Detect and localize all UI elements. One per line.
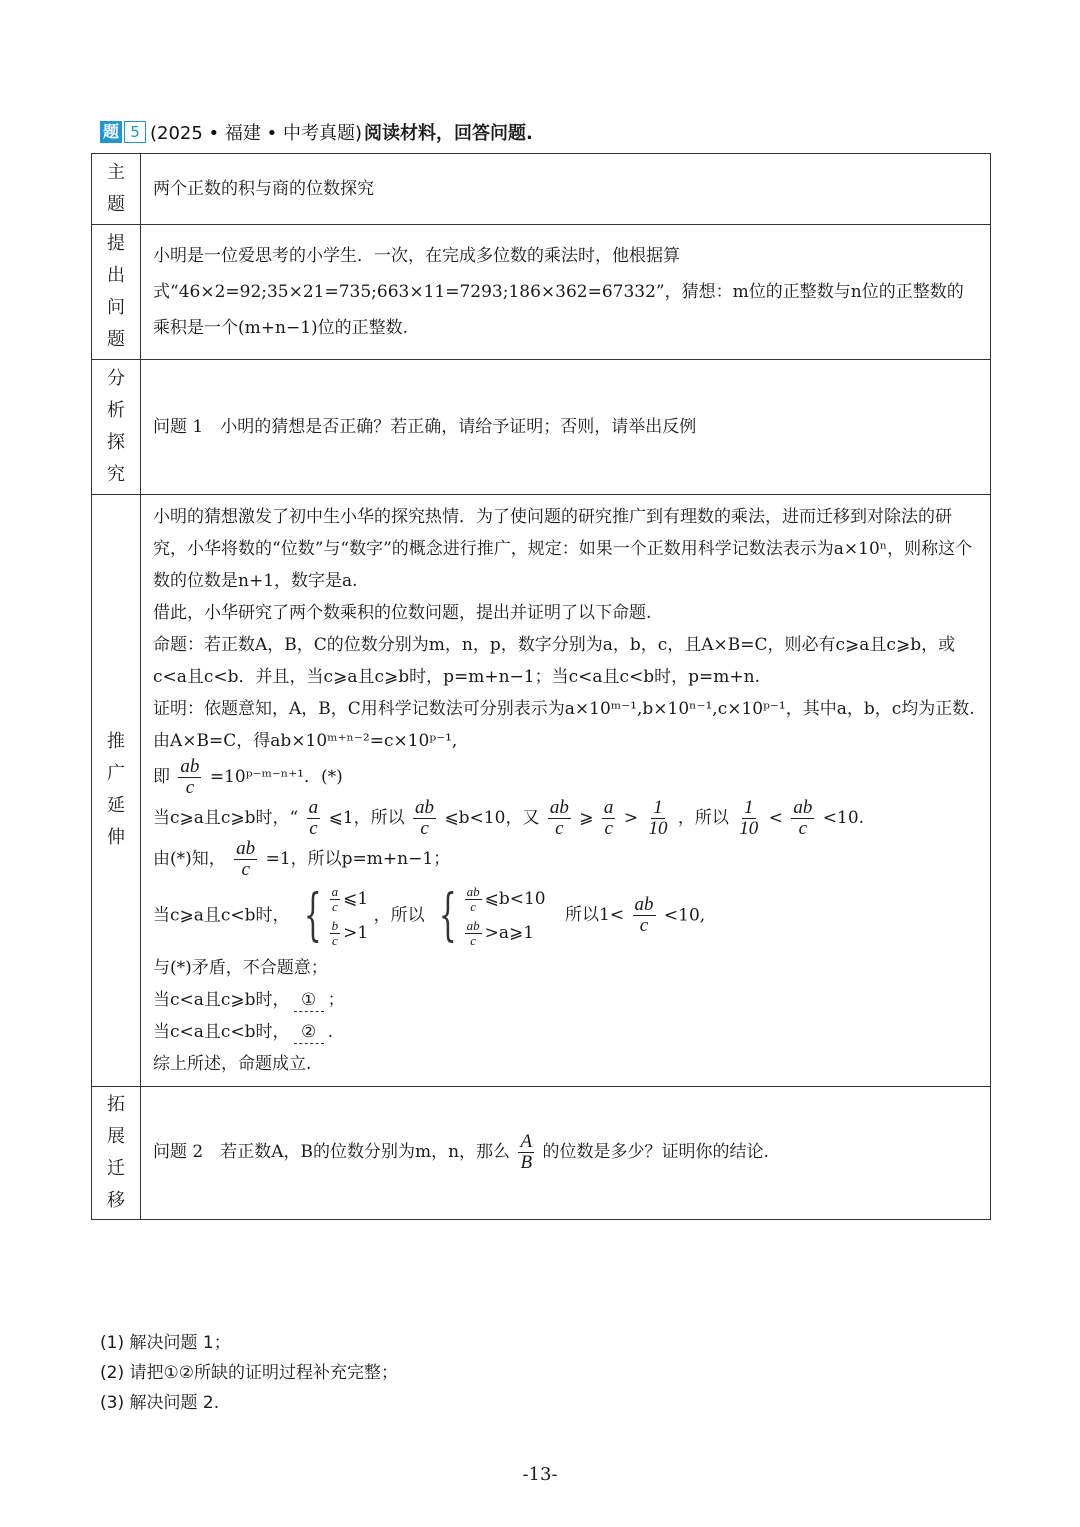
text: ； bbox=[327, 989, 345, 1010]
material-table bbox=[91, 153, 991, 1220]
frac-num: a bbox=[308, 796, 319, 818]
label-char: 探 bbox=[107, 432, 125, 453]
text: 当c<a且c<b时， bbox=[153, 1021, 290, 1042]
extend-case-1-conclusion bbox=[153, 839, 980, 880]
text: ，所以 bbox=[373, 905, 425, 926]
frac-num: b bbox=[331, 917, 339, 933]
page-number: -13- bbox=[522, 1464, 558, 1485]
label-char: 分 bbox=[107, 368, 125, 389]
fraction-ab-over-c bbox=[791, 798, 814, 839]
fraction-ab-over-c bbox=[413, 798, 436, 839]
task-1: (1) 解决问题 1； bbox=[100, 1333, 231, 1353]
blank-2: ② bbox=[294, 1021, 324, 1044]
frac-num: ab bbox=[236, 837, 256, 859]
extend-proof-star bbox=[153, 757, 980, 798]
label-char: 析 bbox=[107, 400, 125, 421]
text: 当c<a且c⩾b时， bbox=[153, 989, 290, 1010]
fraction-ab-over-c bbox=[465, 885, 482, 913]
text: ⩽b<10 bbox=[484, 888, 546, 909]
text: >a⩾1 bbox=[484, 922, 535, 943]
extend-case-1 bbox=[153, 798, 980, 839]
fraction-1-over-10 bbox=[646, 798, 669, 839]
extend-para-2: 借此，小华研究了两个数乘积的位数问题，提出并证明了以下命题. bbox=[153, 603, 652, 623]
text: <10. bbox=[822, 807, 865, 828]
label-char: 提 bbox=[107, 233, 125, 254]
text: 当c⩾a且c⩾b时，“ bbox=[153, 807, 299, 828]
text: 即 bbox=[153, 766, 170, 787]
extend-summary: 综上所述，命题成立. bbox=[153, 1053, 312, 1074]
label-char: 伸 bbox=[107, 827, 125, 849]
extend-proof-step: 由A×B=C，得ab×10ᵐ⁺ⁿ⁻²=c×10ᵖ⁻¹, bbox=[153, 731, 458, 751]
text: ⩾ bbox=[579, 807, 594, 828]
fraction-A-over-B bbox=[518, 1132, 534, 1173]
fraction-ab-over-c bbox=[465, 919, 482, 947]
question-prompt: 阅读材料，回答问题. bbox=[363, 123, 533, 144]
frac-den: c bbox=[241, 858, 250, 880]
extend-case-3 bbox=[153, 984, 980, 1016]
frac-num: ab bbox=[466, 883, 480, 899]
frac-num: ab bbox=[634, 894, 654, 916]
extend-contradiction: 与(*)矛盾，不合题意； bbox=[153, 957, 328, 978]
frac-den: 10 bbox=[739, 817, 759, 839]
text: ⩽b<10，又 bbox=[444, 807, 540, 828]
row-analyze bbox=[92, 360, 991, 495]
brace-icon: { bbox=[438, 882, 457, 948]
text: 当c⩾a且c<b时， bbox=[153, 905, 290, 926]
label-char: 移 bbox=[107, 1189, 125, 1211]
row-expand bbox=[92, 1086, 991, 1219]
frac-num: a bbox=[603, 796, 614, 818]
system-row bbox=[327, 882, 369, 916]
frac-num: a bbox=[331, 883, 339, 899]
question-header bbox=[100, 118, 533, 146]
frac-num: ab bbox=[180, 756, 200, 777]
label-char: 出 bbox=[107, 265, 125, 286]
task-2: (2) 请把①②所缺的证明过程补充完整； bbox=[100, 1363, 398, 1383]
topic-text: 两个正数的积与商的位数探究 bbox=[141, 154, 991, 225]
text: =1，所以p=m+n−1； bbox=[265, 848, 451, 869]
system-row bbox=[462, 882, 546, 916]
text: =10ᵖ⁻ᵐ⁻ⁿ⁺¹．(*) bbox=[209, 766, 343, 787]
label-char: 问 bbox=[107, 297, 125, 318]
text: 问题 2 若正数A，B的位数分别为m，n，那么 bbox=[153, 1142, 511, 1163]
expand-text bbox=[141, 1086, 991, 1219]
system-row bbox=[462, 916, 546, 950]
frac-num: 1 bbox=[653, 796, 663, 818]
extend-case-4 bbox=[153, 1016, 980, 1048]
frac-den: c bbox=[604, 817, 613, 839]
text: 由(*)知， bbox=[153, 848, 226, 869]
text: ⩽1，所以 bbox=[328, 807, 405, 828]
text: < bbox=[768, 807, 783, 828]
text: ⩽1 bbox=[343, 888, 369, 909]
frac-den: c bbox=[798, 817, 808, 839]
frac-den: c bbox=[309, 817, 318, 839]
frac-num: ab bbox=[466, 917, 480, 933]
label-char: 拓 bbox=[107, 1093, 125, 1115]
frac-num: ab bbox=[415, 796, 435, 818]
frac-den: c bbox=[470, 898, 477, 914]
raise-text: 小明是一位爱思考的小学生．一次，在完成多位数的乘法时，他根据算式“46×2=92;35×21=735;663×11=7293;186×362=67332”，猜想：m位的正整数与n位的正整数的乘积是一个(m+n−1)位的正整数. bbox=[141, 225, 991, 360]
fraction-ab-over-c bbox=[548, 798, 571, 839]
extend-content bbox=[141, 495, 991, 1087]
row-label-analyze bbox=[92, 360, 141, 495]
system-rows bbox=[462, 882, 546, 950]
frac-num: 1 bbox=[744, 796, 754, 818]
text: . bbox=[327, 1021, 333, 1042]
fraction-a-over-c bbox=[330, 885, 341, 913]
fraction-a-over-c bbox=[307, 798, 321, 839]
row-extend bbox=[92, 495, 991, 1087]
frac-num: ab bbox=[549, 796, 569, 818]
frac-den: 10 bbox=[648, 817, 668, 839]
task-3: (3) 解决问题 2. bbox=[100, 1393, 220, 1413]
label-char: 展 bbox=[107, 1125, 125, 1147]
extend-case-2 bbox=[153, 880, 980, 952]
label-char: 主 bbox=[107, 162, 125, 183]
text: >1 bbox=[343, 922, 369, 943]
label-char: 题 bbox=[107, 329, 125, 350]
row-label-expand bbox=[92, 1086, 141, 1219]
fraction-ab-over-c bbox=[234, 839, 257, 880]
text: 所以1< bbox=[565, 905, 625, 926]
extend-para-1: 小明的猜想激发了初中生小华的探究热情．为了使问题的研究推广到有理数的乘法，进而迁移到对除法的研究，小华将数的“位数”与“数字”的概念进行推广，规定：如果一个正数用科学记数法表示为a×10ⁿ，则称这个数的位数是n+1，数字是a. bbox=[153, 507, 973, 591]
fraction-b-over-c bbox=[330, 919, 341, 947]
label-char: 题 bbox=[107, 194, 125, 215]
frac-den: c bbox=[331, 932, 338, 948]
frac-den: c bbox=[639, 915, 649, 937]
question-number: 5 bbox=[124, 121, 146, 143]
text: 的位数是多少？证明你的结论. bbox=[542, 1142, 769, 1163]
brace-icon: { bbox=[303, 882, 322, 948]
label-char: 广 bbox=[107, 763, 125, 785]
fraction-ab-over-c bbox=[633, 895, 656, 936]
label-char: 延 bbox=[107, 795, 125, 817]
extend-proposition: 命题：若正数A，B，C的位数分别为m，n，p，数字分别为a，b，c，且A×B=C，则必有c⩾a且c⩾b，或c<a且c<b．并且，当c⩾a且c⩾b时，p=m+n−1；当c<a且c<b时，p=m+n. bbox=[153, 635, 956, 687]
text: <10, bbox=[663, 905, 706, 926]
row-label-raise bbox=[92, 225, 141, 360]
label-char: 迁 bbox=[107, 1157, 125, 1179]
inequality-system-1 bbox=[295, 882, 368, 950]
question-source: (2025 • 福建 • 中考真题) bbox=[150, 123, 362, 144]
row-label-topic bbox=[92, 154, 141, 225]
fraction-1-over-10 bbox=[737, 798, 760, 839]
question-badge: 题 bbox=[100, 121, 122, 143]
frac-den: c bbox=[470, 932, 477, 948]
frac-num: ab bbox=[793, 796, 813, 818]
analyze-text: 问题 1 小明的猜想是否正确？若正确，请给予证明；否则，请举出反例 bbox=[141, 360, 991, 495]
fraction-ab-over-c bbox=[178, 757, 201, 798]
inequality-system-2 bbox=[430, 882, 546, 950]
frac-den: c bbox=[420, 817, 429, 839]
frac-den: B bbox=[520, 1152, 533, 1174]
row-raise bbox=[92, 225, 991, 360]
extend-proof-start: 证明：依题意知，A，B，C用科学记数法可分别表示为a×10ᵐ⁻¹,b×10ⁿ⁻¹,c×10ᵖ⁻¹，其中a，b，c均为正数. bbox=[153, 699, 975, 719]
system-rows bbox=[327, 882, 369, 950]
system-row bbox=[327, 916, 369, 950]
row-topic bbox=[92, 154, 991, 225]
label-char: 推 bbox=[107, 731, 125, 753]
frac-den: c bbox=[555, 817, 564, 839]
row-label-extend bbox=[92, 495, 141, 1087]
frac-den: c bbox=[185, 776, 195, 798]
blank-1: ① bbox=[294, 989, 324, 1012]
fraction-a-over-c bbox=[602, 798, 616, 839]
text: > bbox=[623, 807, 639, 828]
text: ，所以 bbox=[677, 807, 729, 828]
frac-num: A bbox=[520, 1131, 533, 1153]
frac-den: c bbox=[331, 898, 338, 914]
label-char: 究 bbox=[107, 464, 125, 485]
